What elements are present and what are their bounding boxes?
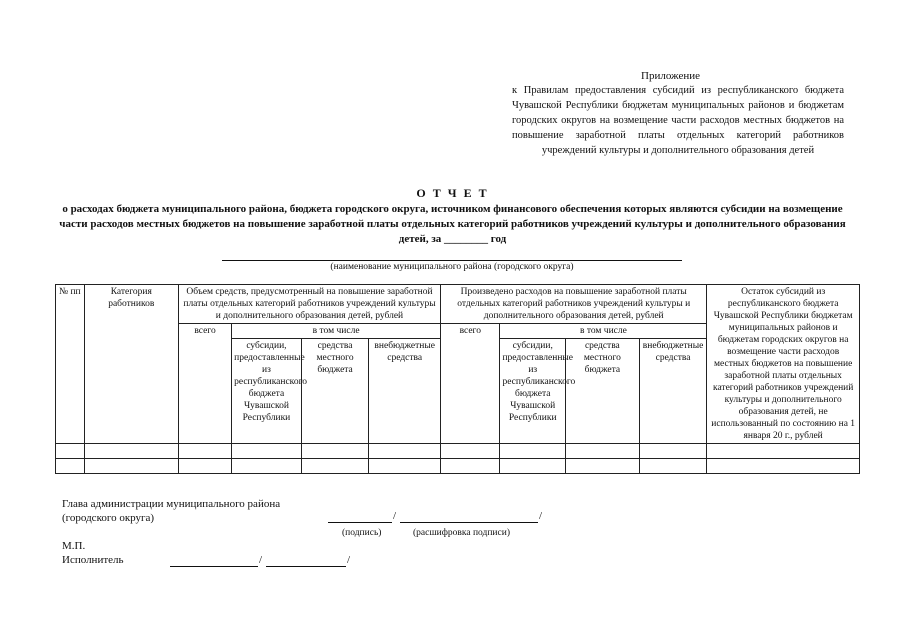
signature-separator: / xyxy=(539,510,543,522)
annex-title: Приложение xyxy=(641,70,701,82)
signature-separator: / xyxy=(259,554,263,566)
table-row xyxy=(56,459,860,474)
header-volume-local: средства местного бюджета xyxy=(301,339,369,444)
annex-text: к Правилам предоставления субсидий из республиканского бюджета Чувашской Республики бюджетам муниципальных районов и бюджетам городских округов на возмещение части расходов местных бюджетов на повышение заработной платы отдельных категорий работников учреждений культуры и дополнительного образования детей xyxy=(512,85,844,156)
report-table xyxy=(55,284,860,474)
head-name-line xyxy=(400,522,538,523)
header-spent-extra: внебюджетные средства xyxy=(639,339,707,444)
report-subtitle: о расходах бюджета муниципального района, бюджета городского округа, источником финансового обеспечения которых являются субсидии на возмещение части расходов местных бюджетов на повышение заработной платы отдельных категорий работников учреждений культуры и дополнительного образования детей, за ________ год xyxy=(59,203,846,245)
header-spent-subsidy: субсидии, предоставленные из республиканского бюджета Чувашской Республики xyxy=(500,339,566,444)
header-volume-extra: внебюджетные средства xyxy=(369,339,441,444)
municipality-name-line xyxy=(222,260,682,261)
head-signature-line xyxy=(328,522,392,523)
executor-label: Исполнитель xyxy=(62,554,124,566)
header-volume: Объем средств, предусмотренный на повышение заработной платы отдельных категорий работников учреждений культуры и дополнительного образования детей, рублей xyxy=(178,285,440,324)
header-spent-total: всего xyxy=(441,324,500,444)
signature-caption: (подпись) xyxy=(342,528,382,538)
municipality-caption: (наименование муниципального района (городского округа) xyxy=(330,262,574,272)
city-district-label: (городского округа) xyxy=(62,512,155,524)
header-volume-including: в том числе xyxy=(232,324,441,339)
header-volume-total: всего xyxy=(178,324,231,444)
table-header-row-1 xyxy=(56,285,860,324)
header-category: Категория работников xyxy=(84,285,178,444)
signature-separator: / xyxy=(393,510,397,522)
decode-caption: (расшифровка подписи) xyxy=(413,528,510,538)
header-volume-subsidy: субсидии, предоставленные из республиканского бюджета Чувашской Республики xyxy=(232,339,302,444)
signature-separator: / xyxy=(347,554,351,566)
stamp-label: М.П. xyxy=(62,540,86,552)
header-remainder: Остаток субсидий из республиканского бюджета Чувашской Республики бюджетам муниципальных районов и бюджетам городских округов на возмещение части расходов местных бюджетов на повышение заработной платы отдельных категорий работников учреждений культуры и дополнительного образования детей, не использованный по состоянию на 1 января 20 г., рублей xyxy=(707,285,860,444)
header-spent-local: средства местного бюджета xyxy=(566,339,640,444)
header-spent-including: в том числе xyxy=(500,324,707,339)
table-row xyxy=(56,444,860,459)
report-title: О Т Ч Е Т xyxy=(416,186,489,200)
header-num: № пп xyxy=(56,285,85,444)
executor-signature-line xyxy=(170,566,258,567)
head-of-administration-label: Глава администрации муниципального района xyxy=(62,498,281,510)
executor-name-line xyxy=(266,566,346,567)
header-spent: Произведено расходов на повышение заработной платы отдельных категорий работников учреждений культуры и дополнительного образования детей, рублей xyxy=(441,285,707,324)
